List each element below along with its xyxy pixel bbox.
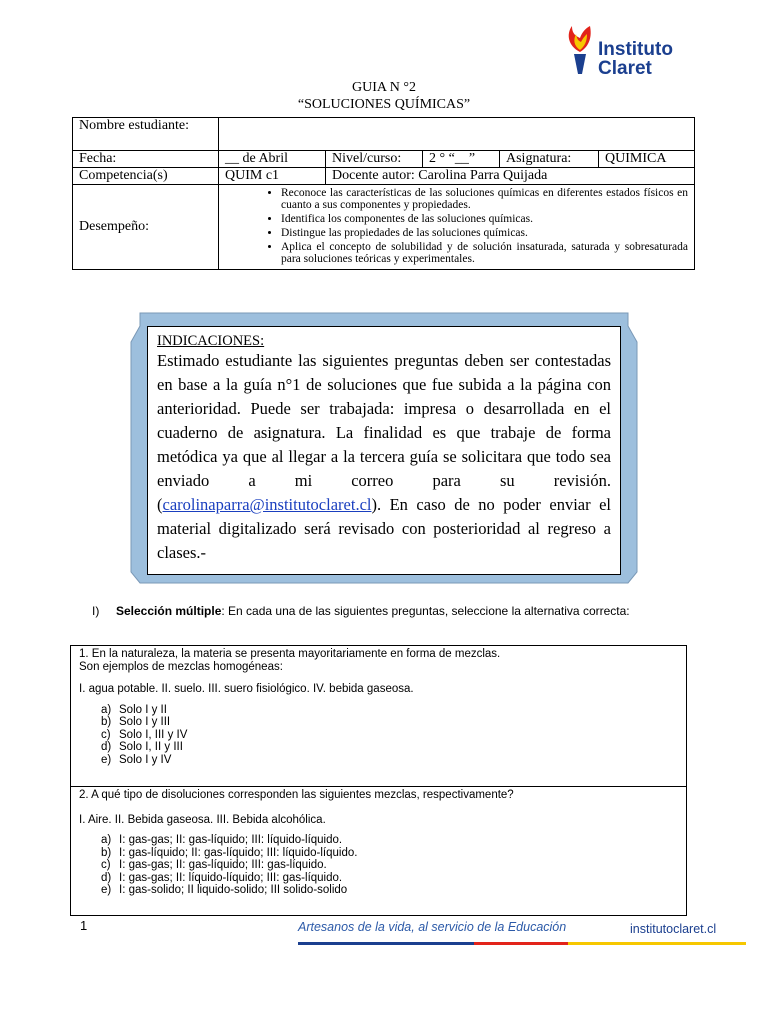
indicaciones-title: INDICACIONES: [157, 333, 265, 349]
guide-subtitle: “SOLUCIONES QUÍMICAS” [297, 97, 471, 112]
section-instructions: : En cada una de las siguientes preguntas, seleccione la alternativa correcta: [221, 604, 630, 618]
option-c[interactable]: c) I: gas-gas; II: gas-líquido; III: gas-líquido. [101, 859, 327, 871]
question-1 [70, 645, 687, 787]
footer-motto: Artesanos de la vida, al servicio de la Educación [298, 920, 567, 934]
competencia-label: Competencia(s) [73, 168, 219, 185]
indicaciones-body [157, 349, 611, 565]
desempeno-label: Desempeño: [73, 185, 219, 270]
competencia-value: QUIM c1 [219, 168, 326, 185]
desempeno-item: • Aplica el concepto de solubilidad y de solución insaturada, saturada y sobresaturada para soluciones teóricas y experimentales. [281, 241, 688, 265]
docente: Docente autor: Carolina Parra Quijada [326, 168, 695, 185]
desempeno-list [219, 185, 694, 269]
fecha-value[interactable]: __ de Abril [219, 151, 326, 168]
question-2 [70, 786, 687, 916]
footer-line-blue [298, 942, 474, 945]
indicaciones-text: Estimado estudiante las siguientes preguntas deben ser contestadas en base a la guía n°1 de soluciones que fue subida a la página con anterioridad. Puede ser trabajada: impresa o desarrollada en el cuaderno de asignatura. La finalidad es que trabaje de forma metódica ya que al llegar a la tercera guía se solicitara que todo sea enviado a mi correo para su revisión. ( [157, 351, 611, 514]
header-table [72, 117, 695, 270]
section-number: I) [92, 604, 100, 618]
footer-website[interactable]: institutoclaret.cl [630, 922, 717, 936]
instituto-claret-logo [560, 24, 600, 76]
nivel-value[interactable]: 2 ° “__” [423, 151, 500, 168]
guide-title: GUIA N °2 [352, 80, 416, 95]
question-items: I. agua potable. II. suelo. III. suero fisiológico. IV. bebida gaseosa. [79, 683, 414, 695]
question-stem: 2. A qué tipo de disoluciones corresponden las siguientes mezclas, respectivamente? [79, 789, 514, 801]
desempeno-item: • Distingue las propiedades de las soluciones químicas. [281, 227, 688, 239]
nivel-label: Nivel/curso: [326, 151, 423, 168]
option-e[interactable]: e) I: gas-solido; II liquido-solido; III solido-solido [101, 884, 348, 896]
page-number: 1 [80, 918, 88, 933]
question-stem: 1. En la naturaleza, la materia se presenta mayoritariamente en forma de mezclas. [79, 648, 501, 660]
desempeno-item: • Reconoce las características de las soluciones químicas en diferentes estados físicos en cuanto a sus componentes y propiedades. [281, 187, 688, 211]
logo-line2: Claret [598, 58, 652, 79]
option-a[interactable]: a) Solo I y II [101, 703, 167, 716]
asignatura-label: Asignatura: [500, 151, 599, 168]
indicaciones-box [147, 326, 621, 575]
option-e[interactable]: e) Solo I y IV [101, 753, 172, 766]
question-items: I. Aire. II. Bebida gaseosa. III. Bebida alcohólica. [79, 813, 326, 826]
option-a[interactable]: a) I: gas-gas; II: gas-líquido; III: líquido-líquido. [101, 834, 343, 846]
section-multiple-choice [92, 604, 698, 618]
indicaciones-text-end: ). En caso de no poder enviar el material digitalizado será revisado con posterioridad al regreso a clases.- [157, 495, 611, 562]
option-d[interactable]: d) I: gas-gas; II: líquido-líquido; III: gas-líquido. [101, 871, 343, 884]
desempeno-item: • Identifica los componentes de las soluciones químicas. [281, 213, 688, 225]
question-stem-2: Son ejemplos de mezclas homogéneas: [79, 660, 283, 673]
asignatura-value: QUIMICA [599, 151, 695, 168]
email-link[interactable]: carolinaparra@institutoclaret.cl [162, 495, 372, 514]
options-list [101, 704, 678, 767]
nombre-field[interactable] [219, 118, 695, 151]
footer-line-red [474, 942, 568, 945]
footer-line-yellow [568, 942, 746, 945]
option-b[interactable]: b) Solo I y III [101, 716, 171, 728]
option-c[interactable]: c) Solo I, III y IV [101, 728, 188, 741]
nombre-label: Nombre estudiante: [73, 118, 219, 151]
option-d[interactable]: d) Solo I, II y III [101, 741, 183, 753]
section-heading: Selección múltiple [116, 604, 222, 618]
options-list [101, 834, 678, 897]
logo-text [598, 40, 673, 78]
logo-line1: Instituto [598, 39, 673, 60]
fecha-label: Fecha: [73, 151, 219, 168]
option-b[interactable]: b) I: gas-líquido; II: gas-líquido; III: líquido-líquido. [101, 846, 358, 859]
